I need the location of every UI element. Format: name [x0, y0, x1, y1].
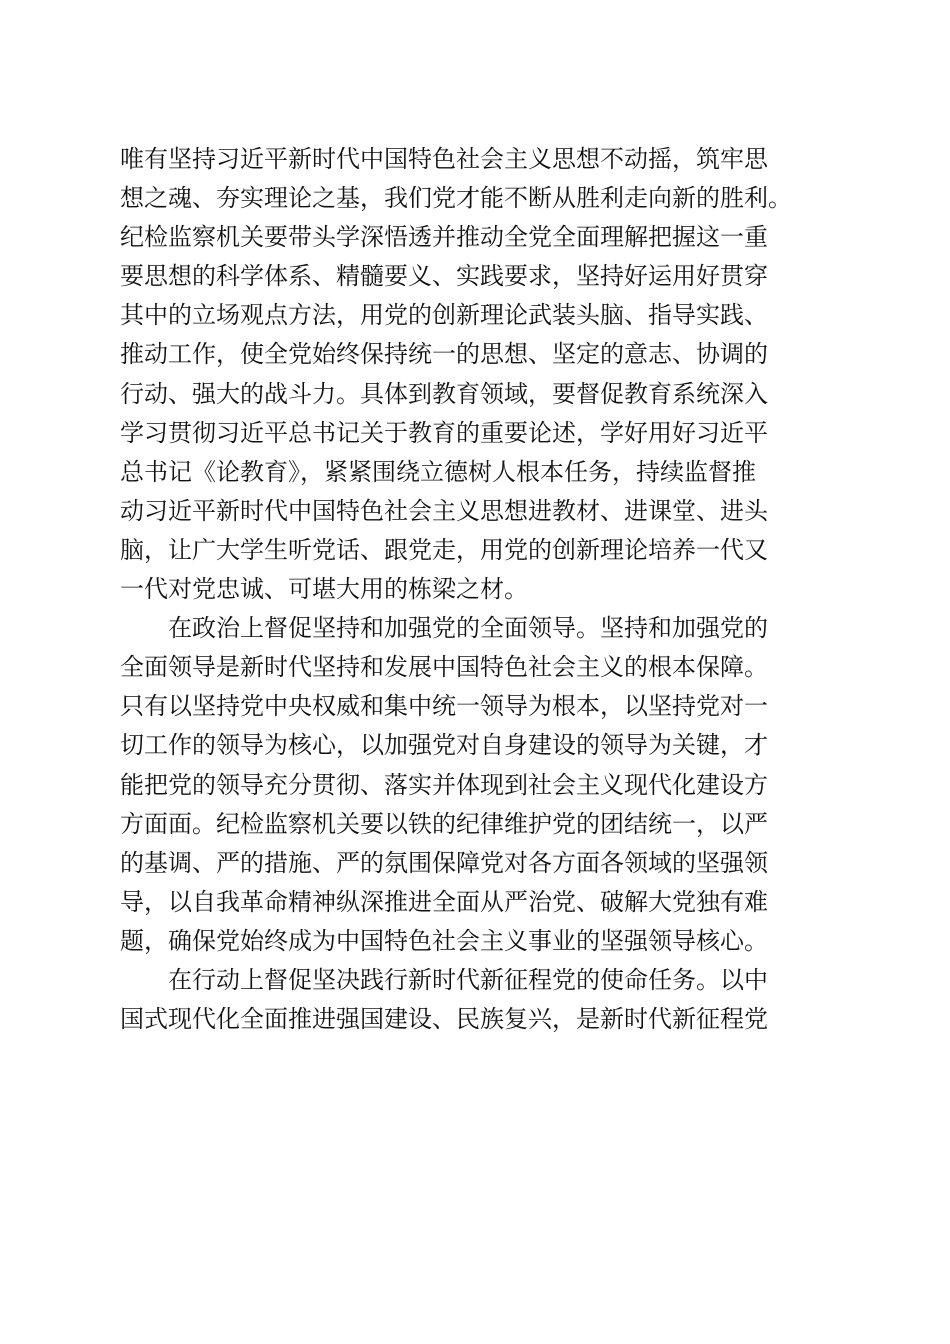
- text-line: 其中的立场观点方法，用党的创新理论武装头脑、指导实践、: [120, 301, 768, 330]
- body-text: [120, 140, 840, 1039]
- text-line: 总书记《论教育》，紧紧围绕立德树人根本任务，持续监督推: [120, 457, 756, 486]
- text-line: 想之魂、夯实理论之基，我们党才能不断从胜利走向新的胜利。: [120, 184, 792, 213]
- text-line: 纪检监察机关要带头学深悟透并推动全党全面理解把握这一重: [120, 223, 768, 252]
- text-line: 的基调、严的措施、严的氛围保障党对各方面各领域的坚强领: [120, 848, 768, 877]
- paragraph-start-line: 在行动上督促坚决践行新时代新征程党的使命任务。以中: [168, 965, 768, 994]
- text-line: 只有以坚持党中央权威和集中统一领导为根本，以坚持党对一: [120, 692, 768, 721]
- text-line: 要思想的科学体系、精髓要义、实践要求，坚持好运用好贯穿: [120, 262, 768, 291]
- text-line: 全面领导是新时代坚持和发展中国特色社会主义的根本保障。: [120, 653, 768, 682]
- text-line: 题，确保党始终成为中国特色社会主义事业的坚强领导核心。: [120, 926, 768, 955]
- text-line: 国式现代化全面推进强国建设、民族复兴，是新时代新征程党: [120, 1005, 768, 1034]
- text-line: 脑，让广大学生听党话、跟党走，用党的创新理论培养一代又: [120, 535, 768, 564]
- text-line: 一代对党忠诚、可堪大用的栋梁之材。: [120, 575, 528, 604]
- text-line: 行动、强大的战斗力。具体到教育领域，要督促教育系统深入: [120, 379, 768, 408]
- text-line: 学习贯彻习近平总书记关于教育的重要论述，学好用好习近平: [120, 418, 768, 447]
- text-line: 方面面。纪检监察机关要以铁的纪律维护党的团结统一，以严: [120, 809, 768, 838]
- text-line: 能把党的领导充分贯彻、落实并体现到社会主义现代化建设方: [120, 770, 768, 799]
- text-line: 切工作的领导为核心，以加强党对自身建设的领导为关键，才: [120, 731, 768, 760]
- text-line: 动习近平新时代中国特色社会主义思想进教材、进课堂、进头: [120, 496, 768, 525]
- text-line: 唯有坚持习近平新时代中国特色社会主义思想不动摇，筑牢思: [120, 145, 768, 173]
- text-line: 推动工作，使全党始终保持统一的思想、坚定的意志、协调的: [120, 340, 768, 369]
- paragraph-start-line: 在政治上督促坚持和加强党的全面领导。坚持和加强党的: [168, 614, 768, 643]
- text-line: 导，以自我革命精神纵深推进全面从严治党、破解大党独有难: [120, 887, 768, 916]
